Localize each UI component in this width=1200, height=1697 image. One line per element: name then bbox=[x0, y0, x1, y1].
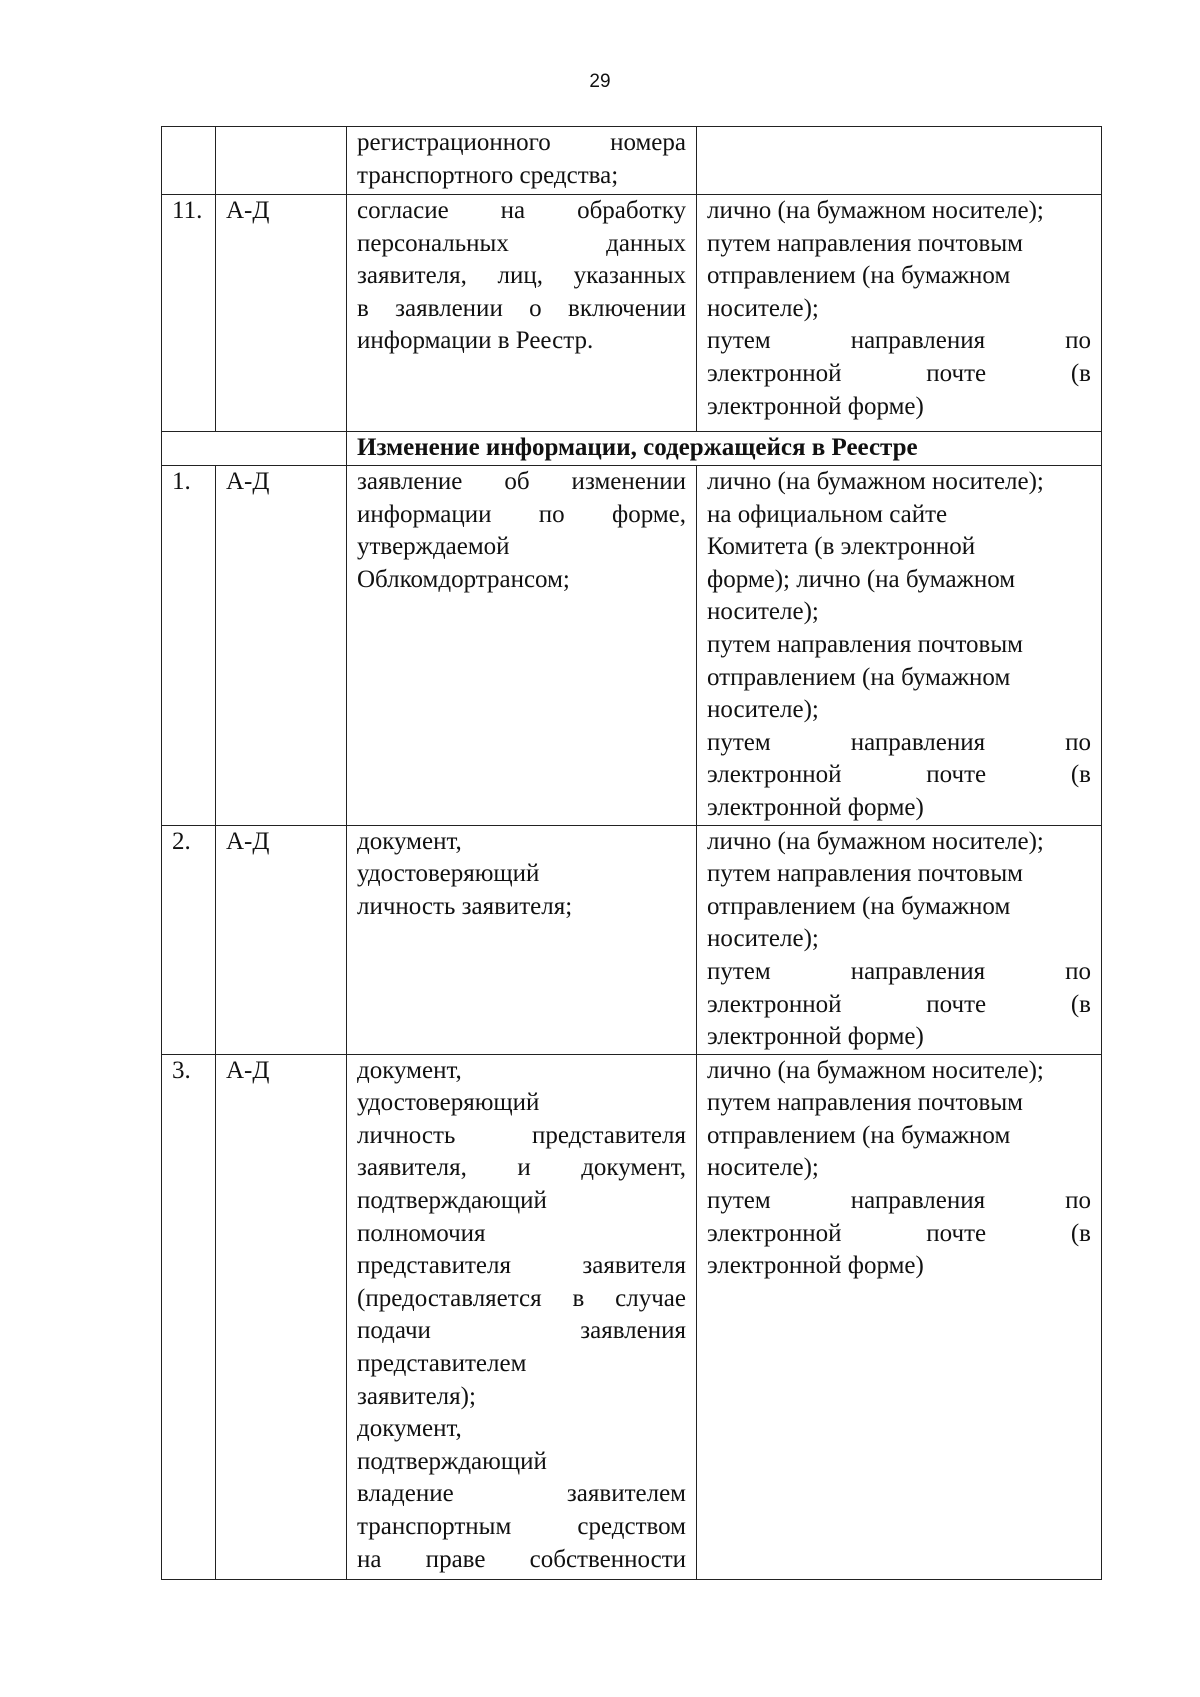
submission-ways-cell bbox=[697, 127, 1102, 195]
document-cell bbox=[347, 825, 697, 1054]
way-line: электронной форме) bbox=[707, 793, 924, 821]
document-line: транспортным средством bbox=[357, 1513, 686, 1540]
document-line: личность представителя bbox=[357, 1121, 686, 1149]
document-line: регистрационного номера bbox=[357, 129, 686, 156]
document-line: в заявлении о включении bbox=[357, 294, 686, 322]
document-line: заявление об изменении bbox=[357, 468, 686, 495]
submission-ways-cell bbox=[697, 195, 1102, 432]
way-line: отправлением (на бумажном bbox=[707, 663, 1011, 691]
way-line: отправлением (на бумажном bbox=[707, 892, 1011, 920]
table-row bbox=[162, 466, 1102, 826]
documents-table bbox=[161, 126, 1102, 1580]
applicant-cell: А-Д bbox=[216, 825, 347, 1054]
row-number-cell: 11. bbox=[162, 195, 216, 432]
document-line: утверждаемой bbox=[357, 533, 510, 561]
way-line: электронной форме) bbox=[707, 1252, 924, 1280]
row-number-cell: 3. bbox=[162, 1054, 216, 1579]
document-line: подачи заявления bbox=[357, 1317, 686, 1345]
way-line: носителе); bbox=[707, 696, 819, 724]
way-line: электронной форме) bbox=[707, 1023, 924, 1051]
document-line: удостоверяющий bbox=[357, 1089, 540, 1117]
document-line: Облкомдортрансом; bbox=[357, 565, 570, 593]
applicant-cell bbox=[216, 127, 347, 195]
way-line: путем направления почтовым bbox=[707, 860, 1023, 888]
document-line: владение заявителем bbox=[357, 1480, 686, 1508]
page-number: 29 bbox=[589, 71, 611, 92]
document-cell bbox=[347, 127, 697, 195]
row-number-cell: 2. bbox=[162, 825, 216, 1054]
document-line: на праве собственности bbox=[357, 1545, 686, 1573]
row-number-cell bbox=[162, 127, 216, 195]
document-cell bbox=[347, 466, 697, 826]
way-line: лично (на бумажном носителе); bbox=[707, 1056, 1044, 1084]
way-line: на официальном сайте bbox=[707, 500, 948, 528]
way-line: форме); лично (на бумажном bbox=[707, 565, 1016, 593]
way-line: Комитета (в электронной bbox=[707, 533, 976, 561]
document-line: документ, bbox=[357, 1415, 462, 1443]
document-line: заявителя, и документ, bbox=[357, 1154, 686, 1182]
document-line: информации в Реестр. bbox=[357, 327, 594, 355]
way-line: носителе); bbox=[707, 925, 819, 953]
document-line: удостоверяющий bbox=[357, 860, 540, 888]
way-line: электронной почте (в bbox=[707, 1219, 1091, 1247]
document-line: транспортного средства; bbox=[357, 161, 619, 189]
table-row bbox=[162, 825, 1102, 1054]
submission-ways-cell bbox=[697, 466, 1102, 826]
section-header-row bbox=[162, 432, 1102, 466]
submission-ways-cell bbox=[697, 825, 1102, 1054]
section-spacer-cell bbox=[162, 432, 347, 466]
document-line: представителя заявителя bbox=[357, 1252, 686, 1280]
document-line: заявителя); bbox=[357, 1382, 476, 1410]
way-line: носителе); bbox=[707, 294, 819, 322]
table-row bbox=[162, 127, 1102, 195]
document-line: документ, bbox=[357, 827, 462, 855]
document-cell bbox=[347, 195, 697, 432]
way-line: путем направления почтовым bbox=[707, 630, 1023, 658]
way-line: лично (на бумажном носителе); bbox=[707, 827, 1044, 855]
document-line: представителем bbox=[357, 1350, 527, 1378]
way-line: путем направления по bbox=[707, 327, 1091, 355]
way-line: путем направления по bbox=[707, 728, 1091, 756]
way-line: носителе); bbox=[707, 598, 819, 626]
section-title: Изменение информации, содержащейся в Реестре bbox=[347, 432, 1102, 466]
way-line: путем направления почтовым bbox=[707, 229, 1023, 257]
applicant-cell: А-Д bbox=[216, 1054, 347, 1579]
way-line: лично (на бумажном носителе); bbox=[707, 197, 1044, 224]
document-line: информации по форме, bbox=[357, 500, 686, 528]
way-line: путем направления по bbox=[707, 957, 1091, 985]
document-line: подтверждающий bbox=[357, 1447, 547, 1475]
row-number-cell: 1. bbox=[162, 466, 216, 826]
document-line: личность заявителя; bbox=[357, 892, 573, 920]
table-row bbox=[162, 1054, 1102, 1579]
way-line: лично (на бумажном носителе); bbox=[707, 468, 1044, 495]
submission-ways-cell bbox=[697, 1054, 1102, 1579]
way-line: путем направления по bbox=[707, 1187, 1091, 1215]
way-line: электронной форме) bbox=[707, 392, 924, 420]
document-line: полномочия bbox=[357, 1219, 486, 1247]
way-line: электронной почте (в bbox=[707, 359, 1091, 387]
document-line: персональных данных bbox=[357, 229, 686, 257]
document-line: подтверждающий bbox=[357, 1187, 547, 1215]
way-line: отправлением (на бумажном bbox=[707, 1121, 1011, 1149]
way-line: электронной почте (в bbox=[707, 761, 1091, 789]
way-line: отправлением (на бумажном bbox=[707, 262, 1011, 290]
document-line: заявителя, лиц, указанных bbox=[357, 262, 686, 290]
document-line: согласие на обработку bbox=[357, 197, 686, 224]
document-line: (предоставляется в случае bbox=[357, 1284, 686, 1312]
way-line: электронной почте (в bbox=[707, 990, 1091, 1018]
way-line: путем направления почтовым bbox=[707, 1089, 1023, 1117]
document-cell bbox=[347, 1054, 697, 1579]
document-line: документ, bbox=[357, 1056, 462, 1084]
applicant-cell: А-Д bbox=[216, 466, 347, 826]
table-row bbox=[162, 195, 1102, 432]
applicant-cell: А-Д bbox=[216, 195, 347, 432]
way-line: носителе); bbox=[707, 1154, 819, 1182]
